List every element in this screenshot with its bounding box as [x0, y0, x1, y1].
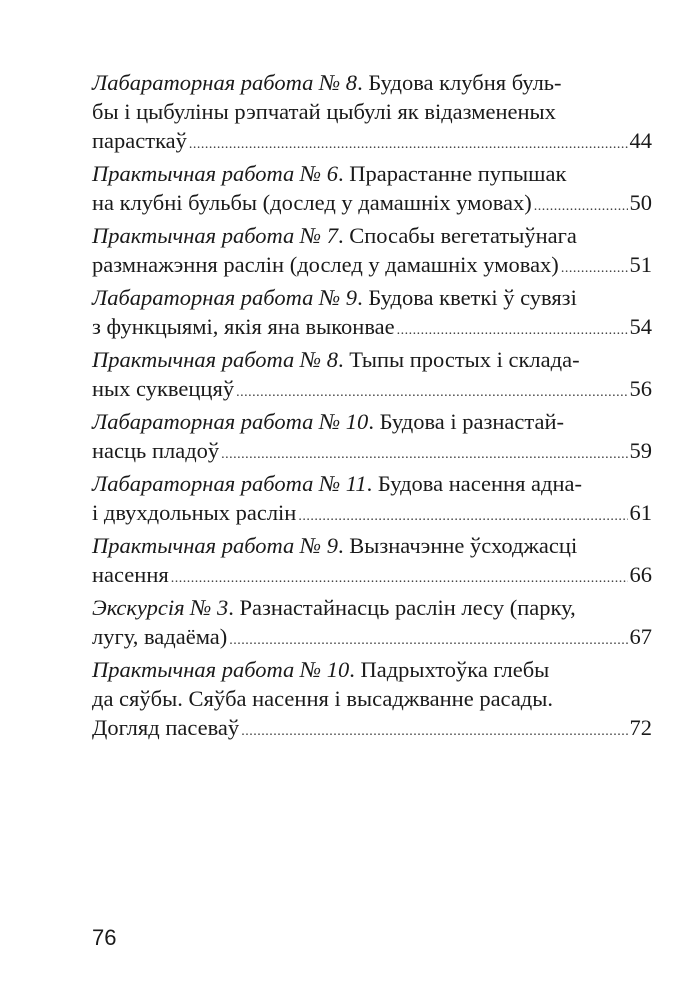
dot-leader	[221, 440, 627, 469]
entry-title-last: лугу, вадаёма)	[92, 624, 228, 649]
dot-leader	[397, 316, 628, 345]
toc-entry[interactable]: Практычная работа № 7. Спосабы вегетатыўнага размнажэння раслін (дослед у дамашніх умовах) ..... 51	[92, 221, 652, 283]
entry-title-line: Падрыхтоўка глебы	[360, 657, 550, 682]
dot-leader	[241, 717, 627, 746]
entry-title-last: на клубні бульбы (дослед у дамашніх умовах)	[92, 190, 532, 215]
entry-title-line: да сяўбы. Сяўба насення і высаджванне расады.	[92, 686, 553, 711]
entry-title-last: з функцыямі, якія яна выконвае	[92, 314, 395, 339]
toc-entry[interactable]: Практычная работа № 10. Падрыхтоўка глебы да сяўбы. Сяўба насення і высаджванне расады. Догляд пасеваў ..... 72	[92, 655, 652, 746]
entry-title-last: насення	[92, 562, 169, 587]
entry-title-line: Будова і разнастай-	[379, 409, 565, 434]
table-of-contents	[92, 68, 652, 746]
entry-title-line: бы і цыбуліны рэпчатай цыбулі як відазмененых	[92, 99, 556, 124]
entry-title-last: насць пладоў	[92, 438, 220, 463]
entry-page-number: 66	[629, 562, 652, 587]
entry-page-number: 44	[629, 128, 652, 153]
entry-title-line: Прарастанне пупышак	[349, 161, 567, 186]
entry-label: Практычная работа № 6	[92, 161, 338, 186]
entry-title-last: і двухдольных раслін	[92, 500, 297, 525]
entry-title-line: Разнастайнасць раслін лесу (парку,	[239, 595, 576, 620]
entry-label: Практычная работа № 10	[92, 657, 350, 682]
dot-leader	[236, 378, 627, 407]
toc-entry[interactable]: Лабараторная работа № 10. Будова і разнастай- насць пладоў ..... 59	[92, 407, 652, 469]
toc-entry[interactable]: Практычная работа № 8. Тыпы простых і склада- ных суквеццяў ..... 56	[92, 345, 652, 407]
dot-leader	[534, 192, 628, 221]
entry-page-number: 54	[629, 314, 652, 339]
entry-page-number: 56	[629, 376, 652, 401]
toc-entry[interactable]: Экскурсія № 3. Разнастайнасць раслін лесу (парку, лугу, вадаёма) ..... 67	[92, 593, 652, 655]
entry-label: Практычная работа № 9	[92, 533, 338, 558]
toc-entry[interactable]: Лабараторная работа № 11. Будова насення адна- і двухдольных раслін ..... 61	[92, 469, 652, 531]
dot-leader	[298, 502, 627, 531]
dot-leader	[229, 626, 627, 655]
dot-leader	[171, 564, 628, 593]
entry-label: Лабараторная работа № 8	[92, 70, 358, 95]
entry-title-last: размнажэння раслін (дослед у дамашніх умовах)	[92, 252, 559, 277]
entry-title-last: парасткаў	[92, 128, 187, 153]
entry-page-number: 59	[629, 438, 652, 463]
toc-entry[interactable]: Лабараторная работа № 8. Будова клубня буль- бы і цыбуліны рэпчатай цыбулі як відазмененых парасткаў ..... 44	[92, 68, 652, 159]
toc-entry[interactable]: Практычная работа № 9. Вызначэнне ўсходжасці насення ..... 66	[92, 531, 652, 593]
entry-label: Лабараторная работа № 10	[92, 409, 369, 434]
entry-title-line: Будова насення адна-	[377, 471, 583, 496]
entry-title-line: Спосабы вегетатыўнага	[349, 223, 577, 248]
page-number: 76	[92, 925, 117, 950]
toc-entry[interactable]: Лабараторная работа № 9. Будова кветкі ў сувязі з функцыямі, якія яна выконвае ..... 54	[92, 283, 652, 345]
entry-label: Практычная работа № 8	[92, 347, 338, 372]
entry-label: Практычная работа № 7	[92, 223, 338, 248]
entry-title-line: Тыпы простых і склада-	[349, 347, 580, 372]
dot-leader	[561, 254, 628, 283]
toc-entry[interactable]: Практычная работа № 6. Прарастанне пупышак на клубні бульбы (дослед у дамашніх умовах) ..... 50	[92, 159, 652, 221]
entry-page-number: 72	[629, 715, 652, 740]
entry-page-number: 67	[629, 624, 652, 649]
entry-page-number: 61	[629, 500, 652, 525]
entry-title-line: Будова кветкі ў сувязі	[368, 285, 577, 310]
entry-title-line: Вызначэнне ўсходжасці	[349, 533, 578, 558]
entry-page-number: 50	[629, 190, 652, 215]
dot-leader	[189, 130, 628, 159]
entry-label: Экскурсія № 3	[92, 595, 229, 620]
entry-title-last: Догляд пасеваў	[92, 715, 240, 740]
entry-title-line: Будова клубня буль-	[368, 70, 562, 95]
entry-label: Лабараторная работа № 9	[92, 285, 358, 310]
entry-label: Лабараторная работа № 11	[92, 471, 367, 496]
entry-page-number: 51	[629, 252, 652, 277]
entry-title-last: ных суквеццяў	[92, 376, 235, 401]
